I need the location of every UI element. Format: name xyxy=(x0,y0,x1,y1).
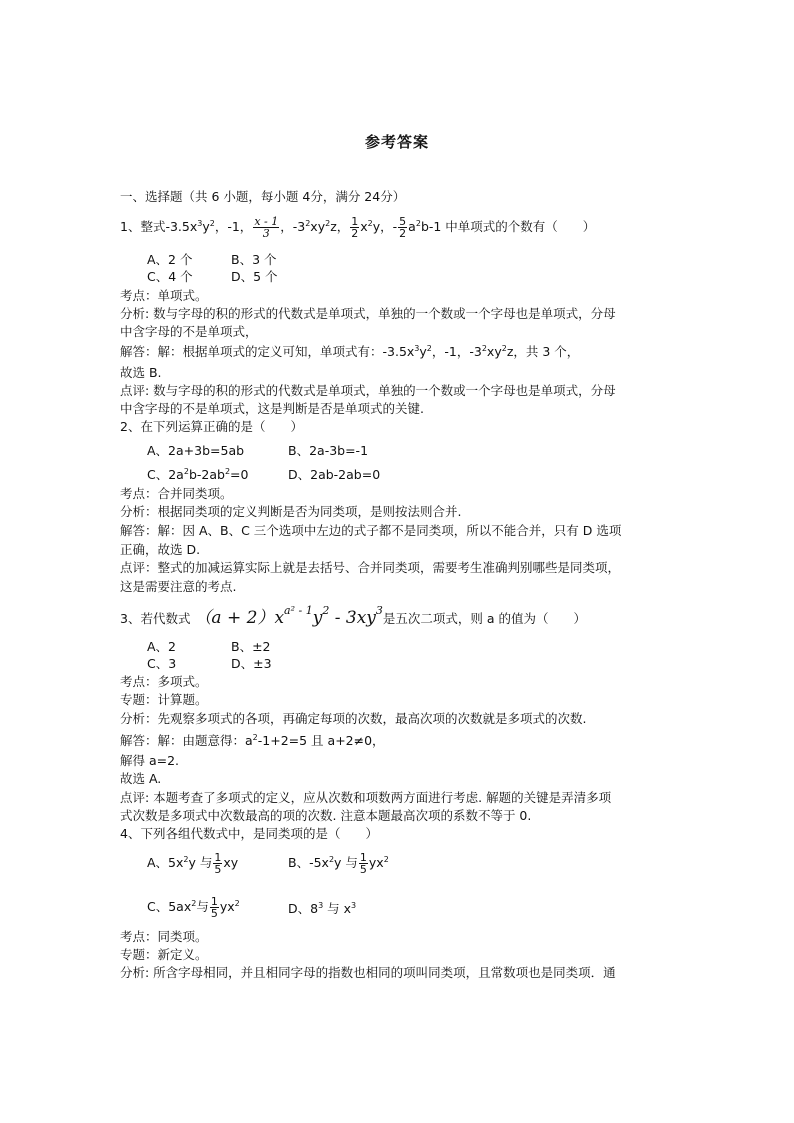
q4-fenxi: 分析: 所含字母相同，并且相同字母的指数也相同的项叫同类项，且常数项也是同类项．通 xyxy=(120,965,616,980)
q4-zhuanti: 专题：新定义。 xyxy=(120,947,208,962)
q1-option-c: C、4 个 xyxy=(147,269,193,284)
page-title: 参考答案 xyxy=(364,133,429,151)
q3-dianping-1: 点评: 本题考查了多项式的定义，应从次数和项数两方面进行考虑. 解题的关键是弄清多项 xyxy=(120,790,612,805)
q4-option-c: C、$5ax^2$与 $\frac{1}{5}$ $yx^2$ xyxy=(147,895,240,920)
q3-jiede: 解得 a=2. xyxy=(120,753,180,768)
q2-stem: 2、在下列运算正确的是（ ） xyxy=(120,419,303,434)
q3-kaodian: 考点：多项式。 xyxy=(120,674,208,689)
q2-option-a: A、2a+3b=5ab xyxy=(147,443,245,458)
q1-fraction-2: $\frac{1}{2}$ xyxy=(351,215,359,240)
q3-fenxi: 分析：先观察多项式的各项，再确定每项的次数，最高次项的次数就是多项式的次数. xyxy=(120,711,587,726)
q1-stem: 1、整式$-3.5x^3y^2$，-1， $\frac{x - 1}{3}$ ，$-3^2xy^2z$， $\frac{1}{2}$ $x^2y$，- $\frac{5}{2}$ $a^2b-1$ 中单项式的个数有（ ） xyxy=(120,215,596,240)
q2-option-b: B、2a-3b=-1 xyxy=(288,443,369,458)
q4-option-a: A、$5x^2y$ 与 $\frac{1}{5}$ xy xyxy=(147,851,239,876)
q2-jieda-1: 解答：解：因 A、B、C 三个选项中左边的式子都不是同类项，所以不能合并，只有 D 选项 xyxy=(120,523,622,538)
q3-dianping-2: 式次数是多项式中次数最高的项的次数. 注意本题最高次项的系数不等于 0. xyxy=(120,808,532,823)
q2-dianping-2: 这是需要注意的考点. xyxy=(120,579,237,594)
q1-dianping-1: 点评: 数与字母的积的形式的代数式是单项式，单独的一个数或一个字母也是单项式，分母 xyxy=(120,383,616,398)
q2-option-c: C、$2a^2b-2ab^2=0$ xyxy=(147,467,249,482)
q2-option-d: D、2ab-2ab=0 xyxy=(288,467,381,482)
q3-option-d: D、±3 xyxy=(231,656,272,671)
q1-option-a: A、2 个 xyxy=(147,252,193,267)
q3-expression: $(a + 2)x^{a^2 - 1}y^2 - 3xy^3$ xyxy=(194,604,383,628)
q4b-fraction: $\frac{1}{5}$ xyxy=(359,851,367,876)
q1-fenxi-2: 中含字母的不是单项式， xyxy=(120,324,258,339)
q1-fenxi-1: 分析: 数与字母的积的形式的代数式是单项式，单独的一个数或一个字母也是单项式，分母 xyxy=(120,306,616,321)
q1-fraction-1: $\frac{x - 1}{3}$ xyxy=(254,215,279,240)
q4-option-b: B、$-5x^2y$ 与 $\frac{1}{5}$ $yx^2$ xyxy=(288,851,389,876)
q3-guxuan: 故选 A. xyxy=(120,771,162,786)
q1-option-b: B、3 个 xyxy=(231,252,277,267)
q2-jieda-2: 正确，故选 D. xyxy=(120,542,201,557)
q1-jieda: 解答：解：根据单项式的定义可知，单项式有：$-3.5x^3y^2$，-1，$-3^2xy^2z$，共 3 个， xyxy=(120,344,580,359)
q1-dianping-2: 中含字母的不是单项式，这是判断是否是单项式的关键. xyxy=(120,401,424,416)
q3-zhuanti: 专题：计算题。 xyxy=(120,692,208,707)
section-heading: 一、选择题（共 6 小题，每小题 4分，满分 24分） xyxy=(120,189,406,204)
q3-option-c: C、3 xyxy=(147,656,177,671)
q4a-fraction: $\frac{1}{5}$ xyxy=(214,851,222,876)
q3-stem: 3、若代数式 $(a + 2)x^{a^2 - 1}y^2 - 3xy^3$是五次二项式，则 a 的值为（ ） xyxy=(120,604,586,628)
q2-kaodian: 考点：合并同类项。 xyxy=(120,486,233,501)
q4-kaodian: 考点：同类项。 xyxy=(120,929,208,944)
q4-stem: 4、下列各组代数式中，是同类项的是（ ） xyxy=(120,826,378,841)
q3-option-b: B、±2 xyxy=(231,639,271,654)
q4-option-d: D、$8^3$ 与 $x^3$ xyxy=(288,901,357,916)
q4c-fraction: $\frac{1}{5}$ xyxy=(210,895,218,920)
q3-option-a: A、2 xyxy=(147,639,177,654)
q1-option-d: D、5 个 xyxy=(231,269,278,284)
q1-fraction-3: $\frac{5}{2}$ xyxy=(399,215,407,240)
q1-kaodian: 考点：单项式。 xyxy=(120,288,208,303)
q1-guxuan: 故选 B. xyxy=(120,365,162,380)
q3-jieda: 解答：解：由题意得：$a^2-1+2=5$ 且 a+2≠0， xyxy=(120,733,385,748)
q2-dianping-1: 点评：整式的加减运算实际上就是去括号、合并同类项，需要考生准确判别哪些是同类项， xyxy=(120,560,621,575)
q2-fenxi: 分析：根据同类项的定义判断是否为同类项，是则按法则合并. xyxy=(120,504,462,519)
